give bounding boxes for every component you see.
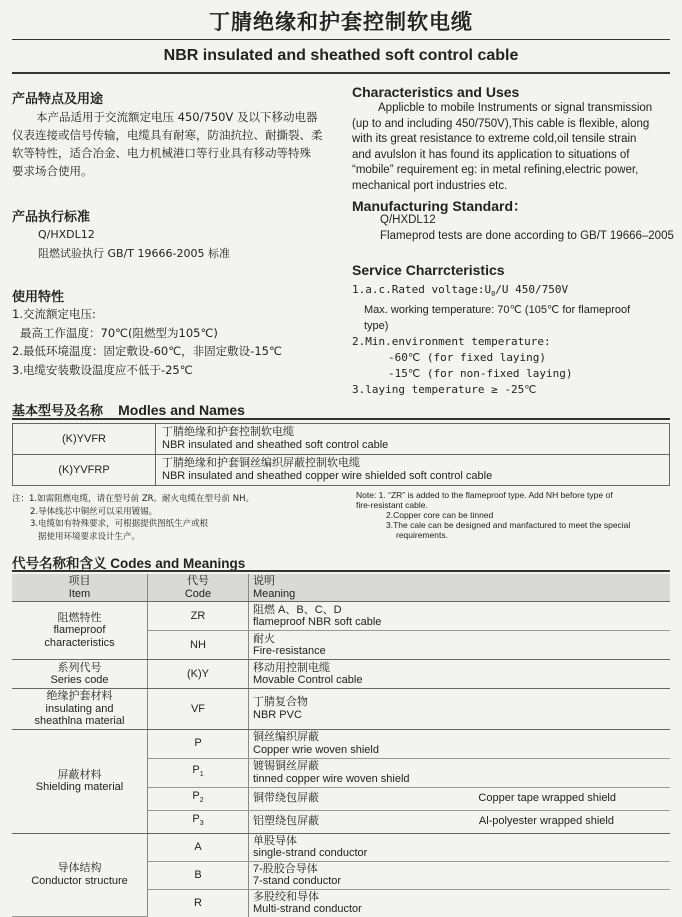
text-line: (up to and including 450/750V),This cable is flexible, along	[352, 117, 650, 130]
header-item-en: Item	[68, 587, 91, 600]
item-cn: 阻燃特性	[57, 611, 102, 624]
meaning-en: Copper wrie woven shield	[253, 743, 379, 756]
note-line: 据使用环境要求设计生产。	[38, 531, 141, 542]
title-divider-bottom	[12, 72, 670, 74]
text-line: -60℃ (for fixed laying)	[388, 351, 547, 365]
text-line: 1.a.c.Rated $voltage:U_0/U$ 450/750V	[352, 283, 569, 299]
meaning-cn: 多股绞和导体	[253, 890, 319, 903]
item-en: Shielding material	[35, 781, 124, 793]
text-line: 3.电缆安装敷设温度应不低于-25℃	[12, 362, 193, 377]
code-cell: (K)Y	[148, 660, 249, 689]
meaning-cell	[249, 810, 671, 833]
page-title-en: NBR insulated and sheathed soft control cable	[163, 47, 519, 64]
table-row	[13, 424, 670, 455]
meaning-cn: 耐火	[253, 632, 275, 645]
model-code: (K)YVFRP	[13, 455, 156, 486]
meaning-cell	[249, 758, 671, 787]
notes-en	[356, 490, 676, 540]
standard-code-cn: Q/HXDL12	[38, 228, 95, 241]
header-item	[12, 574, 148, 602]
table-header	[12, 574, 670, 602]
header-code-cn: 代号	[187, 575, 209, 587]
code-cell: A	[148, 833, 249, 861]
model-code: (K)YVFR	[13, 424, 156, 455]
meaning-cn: 铜带绕包屏蔽	[253, 792, 319, 805]
service-text-en	[352, 282, 674, 398]
item-cell	[12, 833, 148, 917]
meaning-cell	[249, 729, 671, 758]
meaning-en: 7-stand conductor	[253, 875, 342, 887]
code-cell: $P_1$	[148, 758, 249, 787]
table-row	[12, 660, 670, 689]
models-heading-en: Modles and Names	[118, 402, 245, 418]
meaning-en: NBR PVC	[253, 708, 302, 721]
text-line: Applicble to mobile Instruments or signal transmission	[378, 102, 653, 114]
meaning-cell	[249, 833, 671, 861]
codes-heading: 代号名称和含义 Codes and Meanings	[12, 556, 246, 571]
header-code	[148, 574, 249, 602]
note-line: 2.导体线芯中铜丝可以采用镀锡。	[30, 506, 158, 517]
models-table	[12, 423, 670, 486]
meaning-en: Copper tape wrapped shield	[478, 792, 616, 805]
meaning-cn: 铜丝编织屏蔽	[253, 731, 319, 743]
meaning-en: flameproof NBR soft cable	[253, 616, 382, 628]
text-line: type)	[364, 320, 389, 333]
service-heading-en: Service Charrcteristics	[352, 262, 505, 278]
meaning-cn: 镀锡铜丝屏蔽	[253, 760, 319, 772]
models-heading	[12, 400, 245, 419]
model-desc-cn: 丁腈绝缘和护套控制软电缆	[162, 426, 294, 438]
item-en: insulating and	[45, 702, 114, 715]
text-line: Max. working temperature: 70℃ (105℃ for flameproof	[364, 304, 631, 317]
text-line: 仪表连接或信号传输，电缆具有耐寒，防油抗拉、耐撕裂、柔	[12, 128, 323, 142]
meaning-cn: 移动用控制电缆	[253, 661, 330, 674]
codes-divider	[12, 570, 670, 572]
header-meaning-cn: 说明	[253, 575, 275, 587]
text-line: 软等特性，适合冶金、电力机械港口等行业具有移动等特殊	[12, 146, 311, 160]
model-desc-en: NBR insulated and sheathed soft control cable	[162, 439, 389, 451]
meaning-cn: 7-股胶合导体	[253, 862, 318, 875]
meaning-cn: 阻燃 A、B、C、D	[253, 603, 342, 616]
service-text-cn	[12, 305, 282, 379]
service-heading-cn: 使用特性	[12, 290, 65, 305]
item-en: flameproof	[53, 624, 106, 637]
standard-heading-cn: 产品执行标准	[12, 210, 91, 225]
standard-test-en: Flameprod tests are done according to GB/T 19666–2005	[380, 230, 674, 242]
item-cell	[12, 660, 148, 689]
model-desc-en: NBR insulated and sheathed copper wire shielded soft control cable	[162, 470, 493, 482]
item-en: characteristics	[44, 636, 115, 649]
item-cell	[12, 689, 148, 730]
note-line: fire-resistant cable.	[356, 500, 428, 510]
codes-table	[12, 574, 670, 917]
features-text-en	[352, 101, 672, 194]
page-title-cn: 丁腈绝缘和护套控制软电缆	[209, 10, 473, 34]
meaning-en: single-strand conductor	[253, 847, 368, 859]
model-desc	[156, 424, 670, 455]
text-line: 最高工作温度：70℃(阻燃型为105℃)	[20, 325, 218, 340]
note-line: 注：1.如需阻燃电缆，请在型号前 ZR。耐火电缆在型号前 NH。	[12, 494, 254, 504]
item-cn: 导体结构	[57, 862, 102, 875]
meaning-cell	[249, 861, 671, 889]
code-cell: $P_3$	[148, 810, 249, 833]
table-row	[12, 729, 670, 758]
models-heading-cn: 基本型号及名称	[12, 404, 104, 419]
text-line: “mobile” requirement eg: in metal refining,electric power,	[352, 164, 639, 176]
item-cn: 系列代号	[57, 661, 102, 674]
standard-heading-en: Manufacturing Standard：	[352, 198, 528, 214]
meaning-cell	[249, 631, 671, 660]
features-heading-cn: 产品特点及用途	[12, 92, 104, 107]
code-cell: R	[148, 889, 249, 917]
code-cell: VF	[148, 689, 249, 730]
item-cn: 绝缘护套材料	[46, 690, 113, 702]
features-heading-en: Characteristics and Uses	[352, 84, 520, 100]
item-cell	[12, 729, 148, 833]
text-line: 3.laying temperature ≥ -25℃	[352, 383, 537, 397]
note-line: 3.电缆如有特殊要求，可根据提供图纸生产或根	[30, 519, 209, 529]
code-cell: B	[148, 861, 249, 889]
meaning-cell	[249, 602, 671, 631]
text-line: 2.最低环境温度：固定敷设-60℃，非固定敷设-15℃	[12, 344, 282, 358]
standard-code-en: Q/HXDL12	[380, 214, 436, 226]
text-line: 要求场合使用。	[12, 164, 93, 178]
code-cell: NH	[148, 631, 249, 660]
meaning-en: Multi-strand conductor	[253, 903, 362, 915]
text-line: 本产品适用于交流额定电压 450/750V 及以下移动电器	[36, 110, 318, 124]
meaning-en: Al-polyester wrapped shield	[478, 815, 614, 828]
table-row	[12, 833, 670, 861]
meaning-en: tinned copper wire woven shield	[253, 772, 410, 785]
item-en: sheathlna material	[34, 715, 125, 727]
code-cell: P	[148, 729, 249, 758]
text-line: mechanical port industries etc.	[352, 179, 508, 192]
meaning-cn: 单股导体	[253, 834, 297, 847]
note-line: requirements.	[396, 530, 448, 540]
model-desc-cn: 丁腈绝缘和护套铜丝编织屏蔽控制软电缆	[162, 457, 360, 469]
standard-test-cn: 阻燃试验执行 GB/T 19666-2005 标准	[38, 247, 230, 260]
model-desc	[156, 455, 670, 486]
note-line: Note: 1. “ZR” is added to the flameproof type. Add NH before type of	[356, 490, 613, 500]
meaning-cn: 铝塑绕包屏蔽	[253, 815, 319, 828]
meaning-en: Fire-resistance	[253, 645, 326, 657]
meaning-cell	[249, 689, 671, 730]
table-row	[12, 602, 670, 631]
item-en: Series code	[50, 674, 109, 686]
text-line: 2.Min.environment temperature:	[352, 335, 551, 349]
meaning-cn: 丁腈复合物	[253, 696, 308, 709]
note-line: 3.The cale can be designed and manfactured to meet the special	[386, 520, 631, 530]
header-meaning-en: Meaning	[253, 587, 296, 600]
models-divider	[12, 418, 670, 420]
item-cell	[12, 602, 148, 660]
text-line: 1.交流额定电压:	[12, 307, 96, 321]
notes-cn	[12, 493, 332, 543]
meaning-cell	[249, 660, 671, 689]
text-line: and avulslon it has found its application to situations of	[352, 148, 630, 161]
meaning-cell	[249, 787, 671, 810]
item-cn: 屏蔽材料	[57, 768, 102, 781]
text-line: with its great resistance to extreme cold,oil tensile strain	[352, 133, 637, 145]
meaning-en: Movable Control cable	[253, 674, 363, 686]
meaning-cell	[249, 889, 671, 917]
note-line: 2.Copper core can be tinned	[386, 510, 494, 520]
header-code-en: Code	[184, 587, 212, 600]
text-line: -15℃ (for non-fixed laying)	[388, 367, 573, 381]
features-text-cn	[12, 108, 334, 180]
header-meaning	[249, 574, 671, 602]
header-item-cn: 项目	[68, 575, 91, 587]
table-row	[13, 455, 670, 486]
code-cell: ZR	[148, 602, 249, 631]
title-divider	[12, 39, 670, 40]
item-en: Conductor structure	[31, 874, 128, 887]
code-cell: $P_2$	[148, 787, 249, 810]
table-row	[12, 689, 670, 730]
